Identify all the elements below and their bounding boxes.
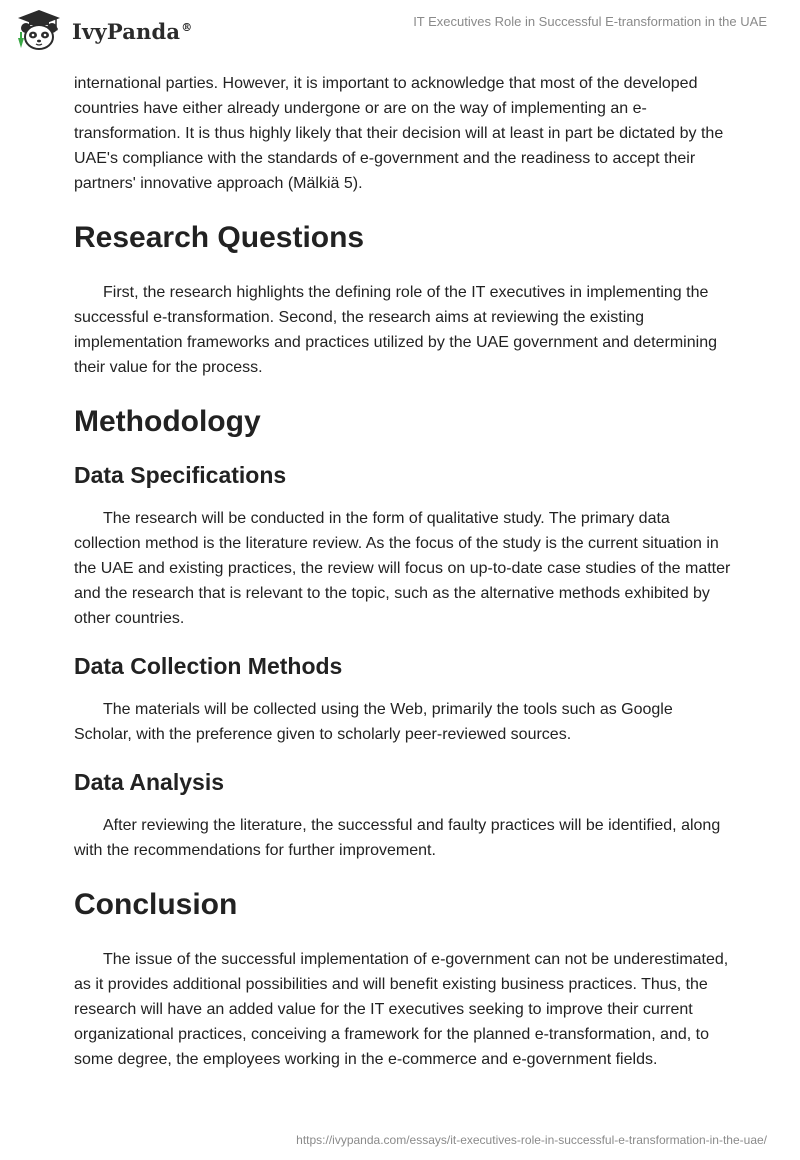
ivypanda-logo[interactable] bbox=[14, 8, 192, 54]
data-collection-paragraph: The materials will be collected using the Web, primarily the tools such as Google Scholar, with the preference given to scholarly peer-reviewed sources. bbox=[74, 701, 673, 743]
research-questions-paragraph: First, the research highlights the defining role of the IT executives in implementing the successful e-transformation. Second, the research aims at reviewing the existing implementation frameworks and practices utilized by the UAE government and determining their value for the process. bbox=[74, 284, 717, 376]
registered-mark: ® bbox=[181, 20, 193, 34]
conclusion-paragraph: The issue of the successful implementation of e-government can not be underestimated, as it provides additional possibilities and will benefit existing business practices. Thus, the research will have an added value for the IT executives seeking to improve their current organizational practices, conceiving a framework for the planned e-transformation, and, to some degree, the employees working in the e-commerce and e-government fields. bbox=[74, 951, 729, 1068]
data-analysis-heading: Data Analysis bbox=[74, 769, 224, 795]
brand-label: IvyPanda bbox=[72, 18, 181, 44]
conclusion-heading: Conclusion bbox=[74, 888, 238, 921]
intro-paragraph: international parties. However, it is important to acknowledge that most of the developed countries have either already undergone or are on the way of implementing an e-transformation. It is thus highly likely that their decision will at least in part be dictated by the UAE's compliance with the standards of e-government and the readiness to accept their partners' innovative approach (Mälkiä 5). bbox=[74, 75, 724, 192]
document-title: IT Executives Role in Successful E-transformation in the UAE bbox=[413, 14, 767, 29]
source-url-link[interactable]: https://ivypanda.com/essays/it-executives-role-in-successful-e-transformation-in-the-uae/ bbox=[296, 1133, 767, 1147]
data-analysis-paragraph: After reviewing the literature, the successful and faulty practices will be identified, along with the recommendations for further improvement. bbox=[74, 817, 721, 859]
data-specifications-heading: Data Specifications bbox=[74, 462, 287, 488]
page-header bbox=[0, 0, 800, 70]
research-questions-heading: Research Questions bbox=[74, 221, 365, 254]
data-specifications-paragraph: The research will be conducted in the form of qualitative study. The primary data collection method is the literature review. As the focus of the study is the current situation in the UAE and existing practices, the review will focus on up-to-date case studies of the matter and the research that is relevant to the topic, such as the alternative methods exhibited by other countries. bbox=[74, 510, 731, 627]
data-collection-heading: Data Collection Methods bbox=[74, 653, 343, 679]
panda-graduate-icon bbox=[14, 8, 64, 54]
essay-content bbox=[74, 71, 734, 1072]
brand-name bbox=[72, 19, 192, 44]
methodology-heading: Methodology bbox=[74, 405, 261, 438]
